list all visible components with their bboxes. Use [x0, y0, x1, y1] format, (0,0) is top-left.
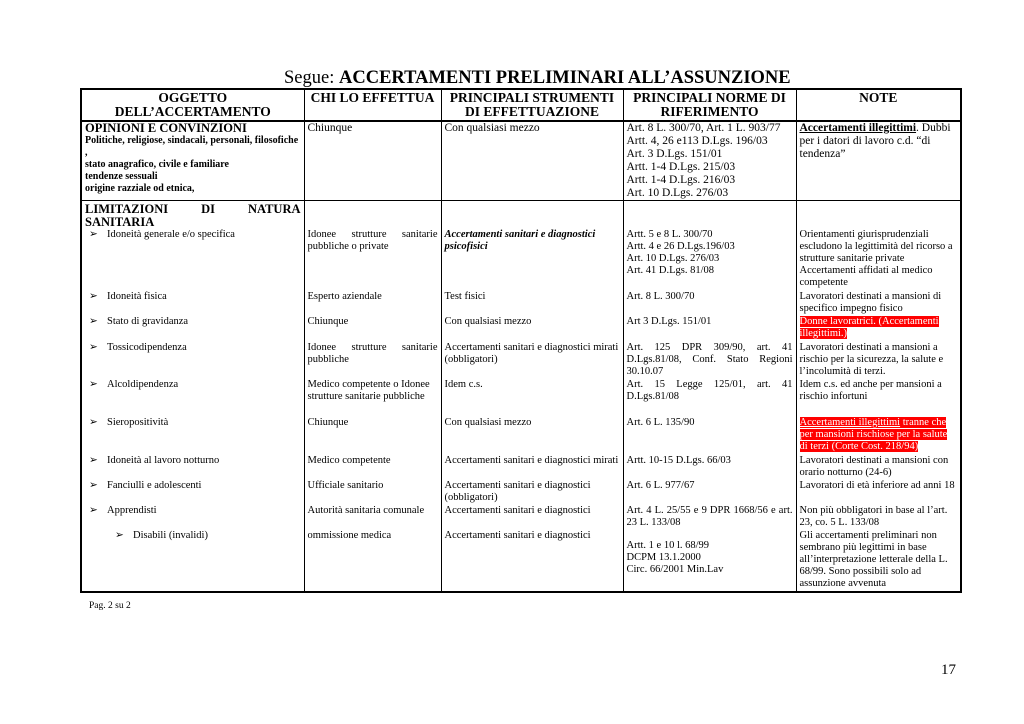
table-row	[81, 417, 961, 455]
table-row	[81, 505, 961, 530]
note-cell: Idem c.s. ed anche per mansioni a rischio infortuni	[796, 379, 961, 417]
strumenti-cell: Accertamenti sanitari e diagnostici	[441, 530, 623, 592]
arrow-bullet-icon: ➢	[89, 229, 98, 240]
strumenti-cell: Accertamenti sanitari e diagnostici psicofisici	[441, 229, 623, 291]
header-note: NOTE	[796, 89, 961, 121]
page-number: 17	[941, 662, 956, 678]
oggetto-cell: ➢ Tossicodipendenza	[81, 342, 304, 379]
table-row	[81, 121, 961, 201]
oggetto-cell	[81, 201, 304, 230]
table-row	[81, 530, 961, 592]
note-cell: Gli accertamenti preliminari non sembrano più legittimi in base all’interpretazione letterale della L. 68/99. Sono possibili solo ad assunzione avvenuta	[796, 530, 961, 592]
chi-cell: Chiunque	[304, 417, 441, 455]
strumenti-cell: Accertamenti sanitari e diagnostici mirati (obbligatori)	[441, 342, 623, 379]
oggetto-cell: ➢ Sieropositività	[81, 417, 304, 455]
norme-cell: Artt. 10-15 D.Lgs. 66/03	[623, 455, 796, 480]
norme-cell: Artt. 5 e 8 L. 300/70 Artt. 4 e 26 D.Lgs.196/03 Art. 10 D.Lgs. 276/03 Art. 41 D.Lgs. 81/08	[623, 229, 796, 291]
header-chi: CHI LO EFFETTUA	[304, 89, 441, 121]
chi-cell: Medico competente	[304, 455, 441, 480]
page-of-footer: Pag. 2 su 2	[89, 601, 131, 611]
note-cell: Accertamenti illegittimi. Dubbi per i datori di lavoro c.d. “di tendenza”	[796, 121, 961, 201]
oggetto-cell: ➢ Alcoldipendenza	[81, 379, 304, 417]
note-cell: Lavoratori destinati a mansioni con orario notturno (24-6)	[796, 455, 961, 480]
norme-cell: Art. 125 DPR 309/90, art. 41 D.Lgs.81/08, Conf. Stato Regioni 30.10.07	[623, 342, 796, 379]
oggetto-cell: ➢ Idoneità generale e/o specifica	[81, 229, 304, 291]
chi-cell: Medico competente o Idonee strutture sanitarie pubbliche	[304, 379, 441, 417]
category-title: OPINIONI E CONVINZIONI	[85, 121, 247, 135]
oggetto-cell: ➢ Disabili (invalidi)	[81, 530, 304, 592]
strumenti-cell: Con qualsiasi mezzo	[441, 316, 623, 342]
table-row	[81, 455, 961, 480]
page-title: Segue: ACCERTAMENTI PRELIMINARI ALL’ASSUNZIONE	[284, 68, 791, 88]
strumenti-cell: Con qualsiasi mezzo	[441, 417, 623, 455]
norme-cell: Art 3 D.Lgs. 151/01	[623, 316, 796, 342]
chi-cell: Ufficiale sanitario	[304, 480, 441, 505]
arrow-bullet-icon: ➢	[89, 316, 98, 327]
header-row	[81, 89, 961, 121]
oggetto-cell: ➢ Idoneità fisica	[81, 291, 304, 316]
arrow-bullet-icon: ➢	[89, 342, 98, 353]
oggetto-cell: ➢ Fanciulli e adolescenti	[81, 480, 304, 505]
chi-cell: Chiunque	[304, 316, 441, 342]
illegal-note: Accertamenti illegittimi	[799, 122, 917, 134]
strumenti-cell: Accertamenti sanitari e diagnostici mirati	[441, 455, 623, 480]
chi-cell: Esperto aziendale	[304, 291, 441, 316]
chi-cell: ommissione medica	[304, 530, 441, 592]
strumenti-cell: Idem c.s.	[441, 379, 623, 417]
table-row	[81, 342, 961, 379]
note-cell: Orientamenti giurisprudenziali escludono la legittimità del ricorso a strutture sanitarie private Accertamenti affidati al medico competente	[796, 229, 961, 291]
norme-cell: Art. 6 L. 977/67	[623, 480, 796, 505]
arrow-bullet-icon: ➢	[89, 417, 98, 428]
norme-cell: Art. 8 L. 300/70	[623, 291, 796, 316]
chi-cell: Autorità sanitaria comunale	[304, 505, 441, 530]
norme-cell: Art. 15 Legge 125/01, art. 41 D.Lgs.81/08	[623, 379, 796, 417]
table-row	[81, 291, 961, 316]
category-title: LIMITAZIONI DI NATURA SANITARIA	[85, 202, 301, 229]
highlighted-note: Donne lavoratrici. (Accertamenti illegittimi.)	[799, 316, 939, 339]
note-cell: Lavoratori destinati a mansioni di specifico impegno fisico	[796, 291, 961, 316]
norme-cell: Artt. 1 e 10 l. 68/99 DCPM 13.1.2000 Circ. 66/2001 Min.Lav	[623, 530, 796, 592]
header-strumenti: PRINCIPALI STRUMENTI DI EFFETTUAZIONE	[441, 89, 623, 121]
header-norme: PRINCIPALI NORME DI RIFERIMENTO	[623, 89, 796, 121]
table-row	[81, 379, 961, 417]
oggetto-cell: ➢ Idoneità al lavoro notturno	[81, 455, 304, 480]
highlighted-note: Accertamenti illegittimi tranne che per mansioni rischiose per la salute di terzi (Corte Cost. 218/94)	[799, 417, 948, 452]
strumenti-cell: Con qualsiasi mezzo	[441, 121, 623, 201]
norme-cell: Art. 6 L. 135/90	[623, 417, 796, 455]
table-row	[81, 201, 961, 230]
assessment-table	[80, 88, 962, 593]
norme-cell: Art. 4 L. 25/55 e 9 DPR 1668/56 e art. 23 L. 133/08	[623, 505, 796, 530]
note-cell: Non più obbligatori in base al l’art. 23, co. 5 L. 133/08	[796, 505, 961, 530]
arrow-bullet-icon: ➢	[89, 291, 98, 302]
oggetto-cell: ➢ Stato di gravidanza	[81, 316, 304, 342]
table-row	[81, 316, 961, 342]
chi-cell: Idonee strutture sanitarie pubbliche o private	[304, 229, 441, 291]
strumenti-cell: Test fisici	[441, 291, 623, 316]
arrow-bullet-icon: ➢	[115, 530, 124, 541]
strumenti-cell: Accertamenti sanitari e diagnostici	[441, 505, 623, 530]
strumenti-cell: Accertamenti sanitari e diagnostici (obbligatori)	[441, 480, 623, 505]
arrow-bullet-icon: ➢	[89, 455, 98, 466]
chi-cell: Idonee strutture sanitarie pubbliche	[304, 342, 441, 379]
note-cell: Lavoratori di età inferiore ad anni 18	[796, 480, 961, 505]
arrow-bullet-icon: ➢	[89, 505, 98, 516]
chi-cell: Chiunque	[304, 121, 441, 201]
table-row	[81, 480, 961, 505]
arrow-bullet-icon: ➢	[89, 379, 98, 390]
note-cell	[796, 417, 961, 455]
oggetto-cell	[81, 121, 304, 201]
category-subtitle: Politiche, religiose, sindacali, personali, filosofiche , stato anagrafico, civile e familiare tendenze sessuali origine razziale od etnica,	[85, 135, 299, 194]
arrow-bullet-icon: ➢	[89, 480, 98, 491]
note-cell: Lavoratori destinati a mansioni a rischio per la sicurezza, la salute e l’incolumità di terzi.	[796, 342, 961, 379]
table-row	[81, 229, 961, 291]
norme-cell: Art. 8 L. 300/70, Art. 1 L. 903/77 Artt. 4, 26 e113 D.Lgs. 196/03 Art. 3 D.Lgs. 151/01 Artt. 1-4 D.Lgs. 215/03 Artt. 1-4 D.Lgs. 216/03 Art. 10 D.Lgs. 276/03	[623, 121, 796, 201]
note-cell	[796, 316, 961, 342]
oggetto-cell: ➢ Apprendisti	[81, 505, 304, 530]
header-oggetto: OGGETTO DELL’ACCERTAMENTO	[81, 89, 304, 121]
